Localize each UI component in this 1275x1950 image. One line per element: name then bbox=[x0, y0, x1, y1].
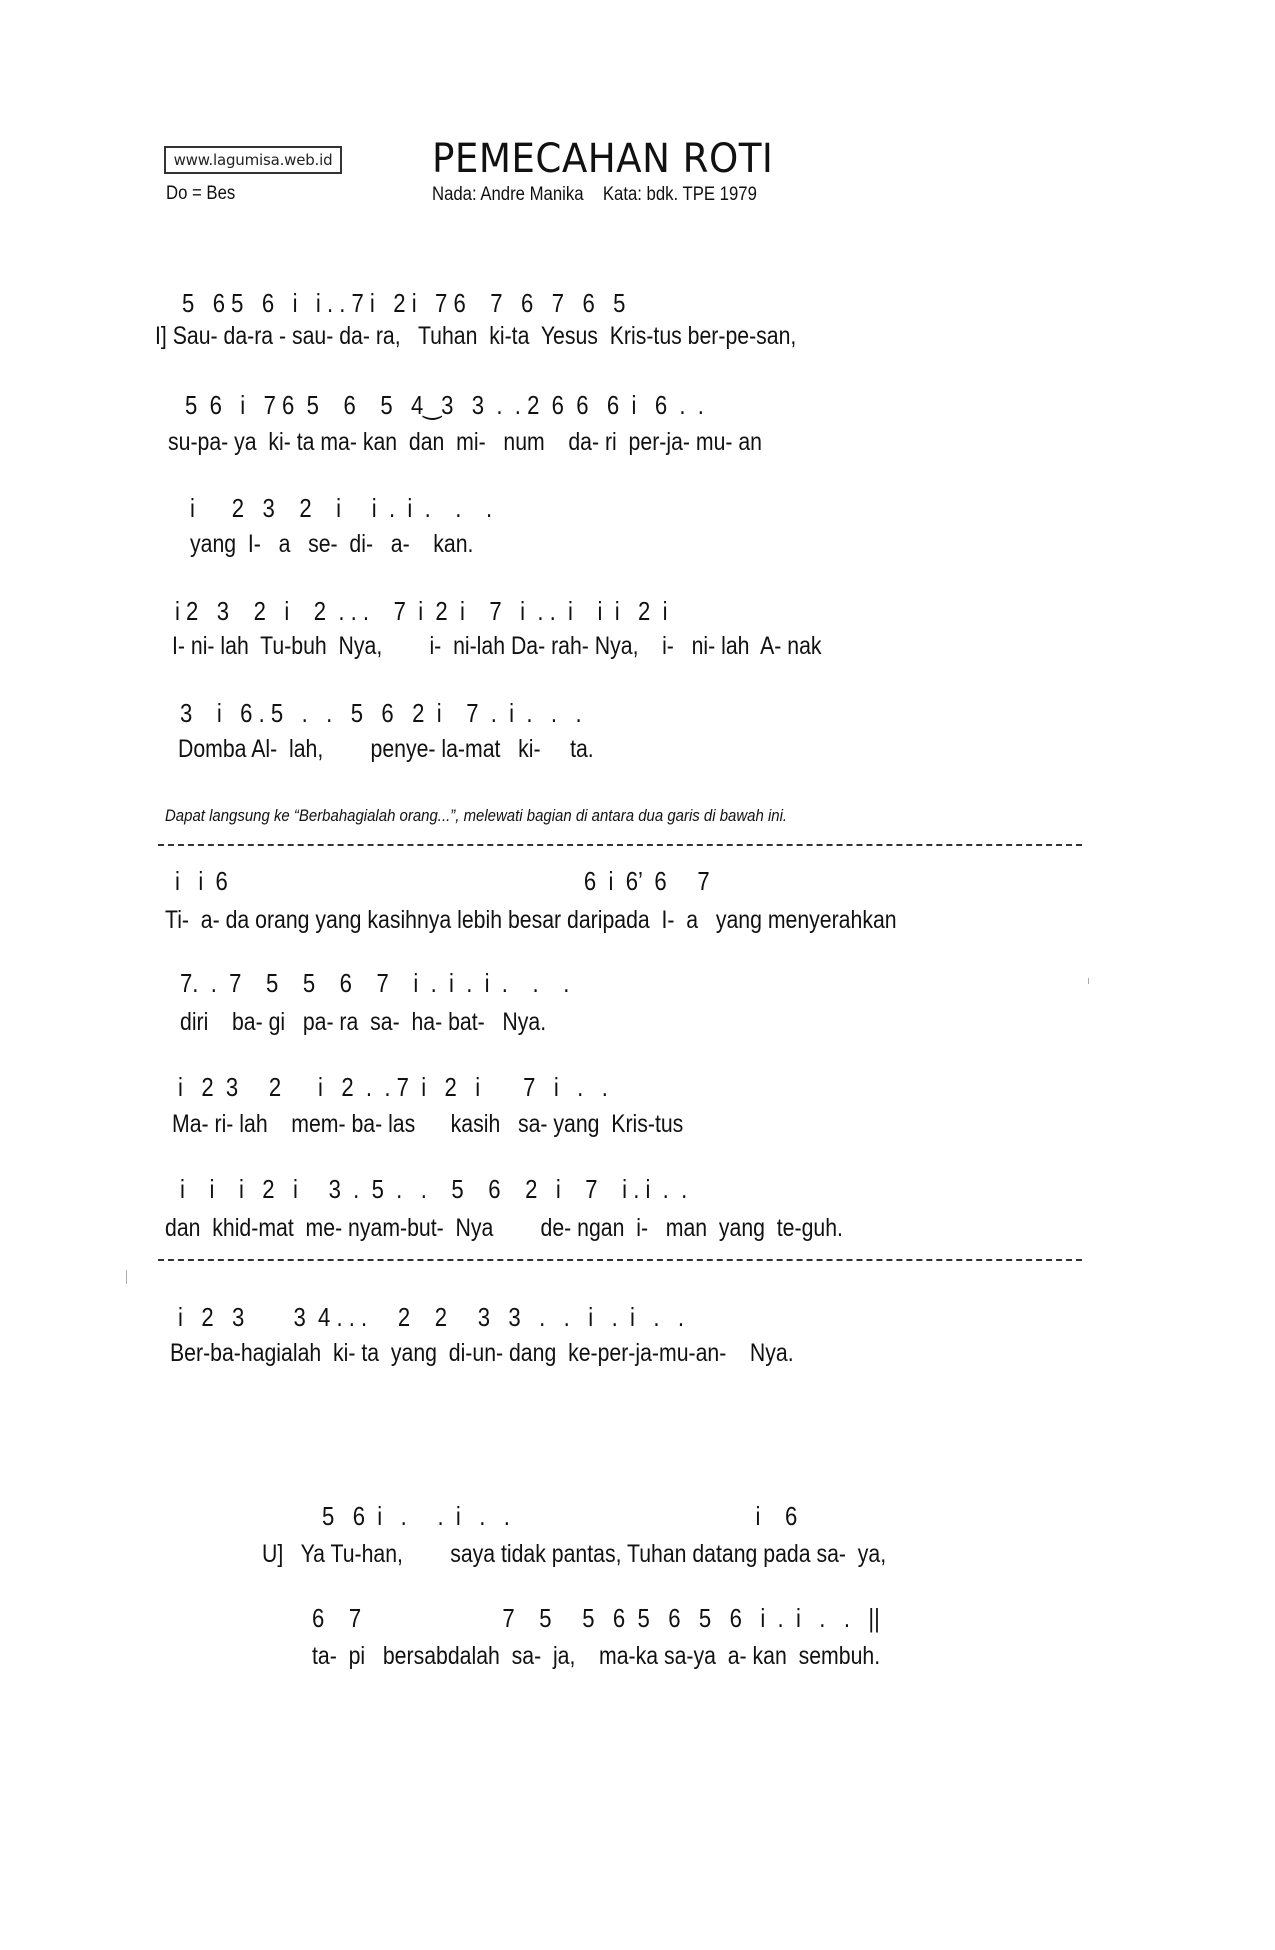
lyrics-line: ta- pi bersabdalah sa- ja, ma-ka sa-ya a- kan sembuh. bbox=[312, 1642, 881, 1670]
notes-line: 5 6 5 6 i i . . 7 i 2 i 7 6 7 6 7 6 5 bbox=[182, 288, 626, 318]
lyrics-line: Ma- ri- lah mem- ba- las kasih sa- yang Kris-tus bbox=[172, 1110, 684, 1138]
scan-artifact bbox=[126, 1270, 127, 1284]
lyrics-line: dan khid-mat me- nyam-but- Nya de- ngan i- man yang te-guh. bbox=[165, 1214, 843, 1242]
lyrics-line: yang I- a se- di- a- kan. bbox=[190, 530, 474, 558]
lyrics-line: Domba Al- lah, penye- la-mat ki- ta. bbox=[178, 735, 594, 763]
lyricist-credit: Kata: bdk. TPE 1979 bbox=[602, 184, 757, 205]
notes-line: i 2 3 2 i 2 . . 7 i 2 i 7 i . . bbox=[178, 1072, 608, 1102]
notes-line: i 2 3 3 4 . . . 2 2 3 3 . . i . i . . bbox=[178, 1302, 685, 1332]
composer-credit: Nada: Andre Manika bbox=[432, 184, 584, 205]
section-divider-bottom bbox=[158, 1259, 1082, 1261]
notes-line: 5 6 i 7 6 5 6 5 4‿3 3 . . 2 6 6 6 i 6 . . bbox=[185, 390, 704, 420]
notes-line: 5 6 i . . i . . i 6 bbox=[322, 1501, 798, 1531]
lyrics-line: su-pa- ya ki- ta ma- kan dan mi- num da- ri per-ja- mu- an bbox=[168, 428, 763, 456]
notes-line: i i i 2 i 3 . 5 . . 5 6 2 i 7 i . i . . bbox=[180, 1174, 688, 1204]
instruction-note: Dapat langsung ke “Berbahagialah orang...”, melewati bagian di antara dua garis di bawah ini. bbox=[165, 806, 788, 825]
song-title: PEMECAHAN ROTI bbox=[432, 136, 774, 182]
lyrics-line: diri ba- gi pa- ra sa- ha- bat- Nya. bbox=[180, 1008, 547, 1036]
notes-line: 3 i 6 . 5 . . 5 6 2 i 7 . i . . . bbox=[180, 698, 582, 728]
lyrics-line: Ti- a- da orang yang kasihnya lebih besar daripada I- a yang menyerahkan bbox=[165, 906, 897, 934]
scan-artifact bbox=[1088, 978, 1089, 984]
lyrics-line: U] Ya Tu-han, saya tidak pantas, Tuhan datang pada sa- ya, bbox=[262, 1540, 887, 1568]
lyrics-line: I] Sau- da-ra - sau- da- ra, Tuhan ki-ta Yesus Kris-tus ber-pe-san, bbox=[155, 322, 797, 350]
section-divider-top bbox=[158, 844, 1082, 846]
website-label: www.lagumisa.web.id bbox=[164, 146, 342, 174]
key-signature: Do = Bes bbox=[166, 183, 236, 204]
notes-line: i 2 3 2 i i . i . . . bbox=[190, 493, 493, 523]
notes-line: i 2 3 2 i 2 . . . 7 i 2 i 7 i . . i i i 2 i bbox=[175, 596, 668, 626]
notes-line: 6 7 7 5 5 6 5 6 5 6 i . i . . || bbox=[312, 1603, 880, 1633]
notes-line: i i 6 6 i 6’ 6 7 bbox=[175, 866, 710, 896]
lyrics-line: I- ni- lah Tu-buh Nya, i- ni-lah Da- rah- Nya, i- ni- lah A- nak bbox=[172, 632, 822, 660]
credits bbox=[432, 184, 757, 206]
lyrics-line: Ber-ba-hagialah ki- ta yang di-un- dang ke-per-ja-mu-an- Nya. bbox=[170, 1339, 794, 1367]
notes-line: 7. . 7 5 5 6 7 i . i . i . . . bbox=[180, 968, 570, 998]
